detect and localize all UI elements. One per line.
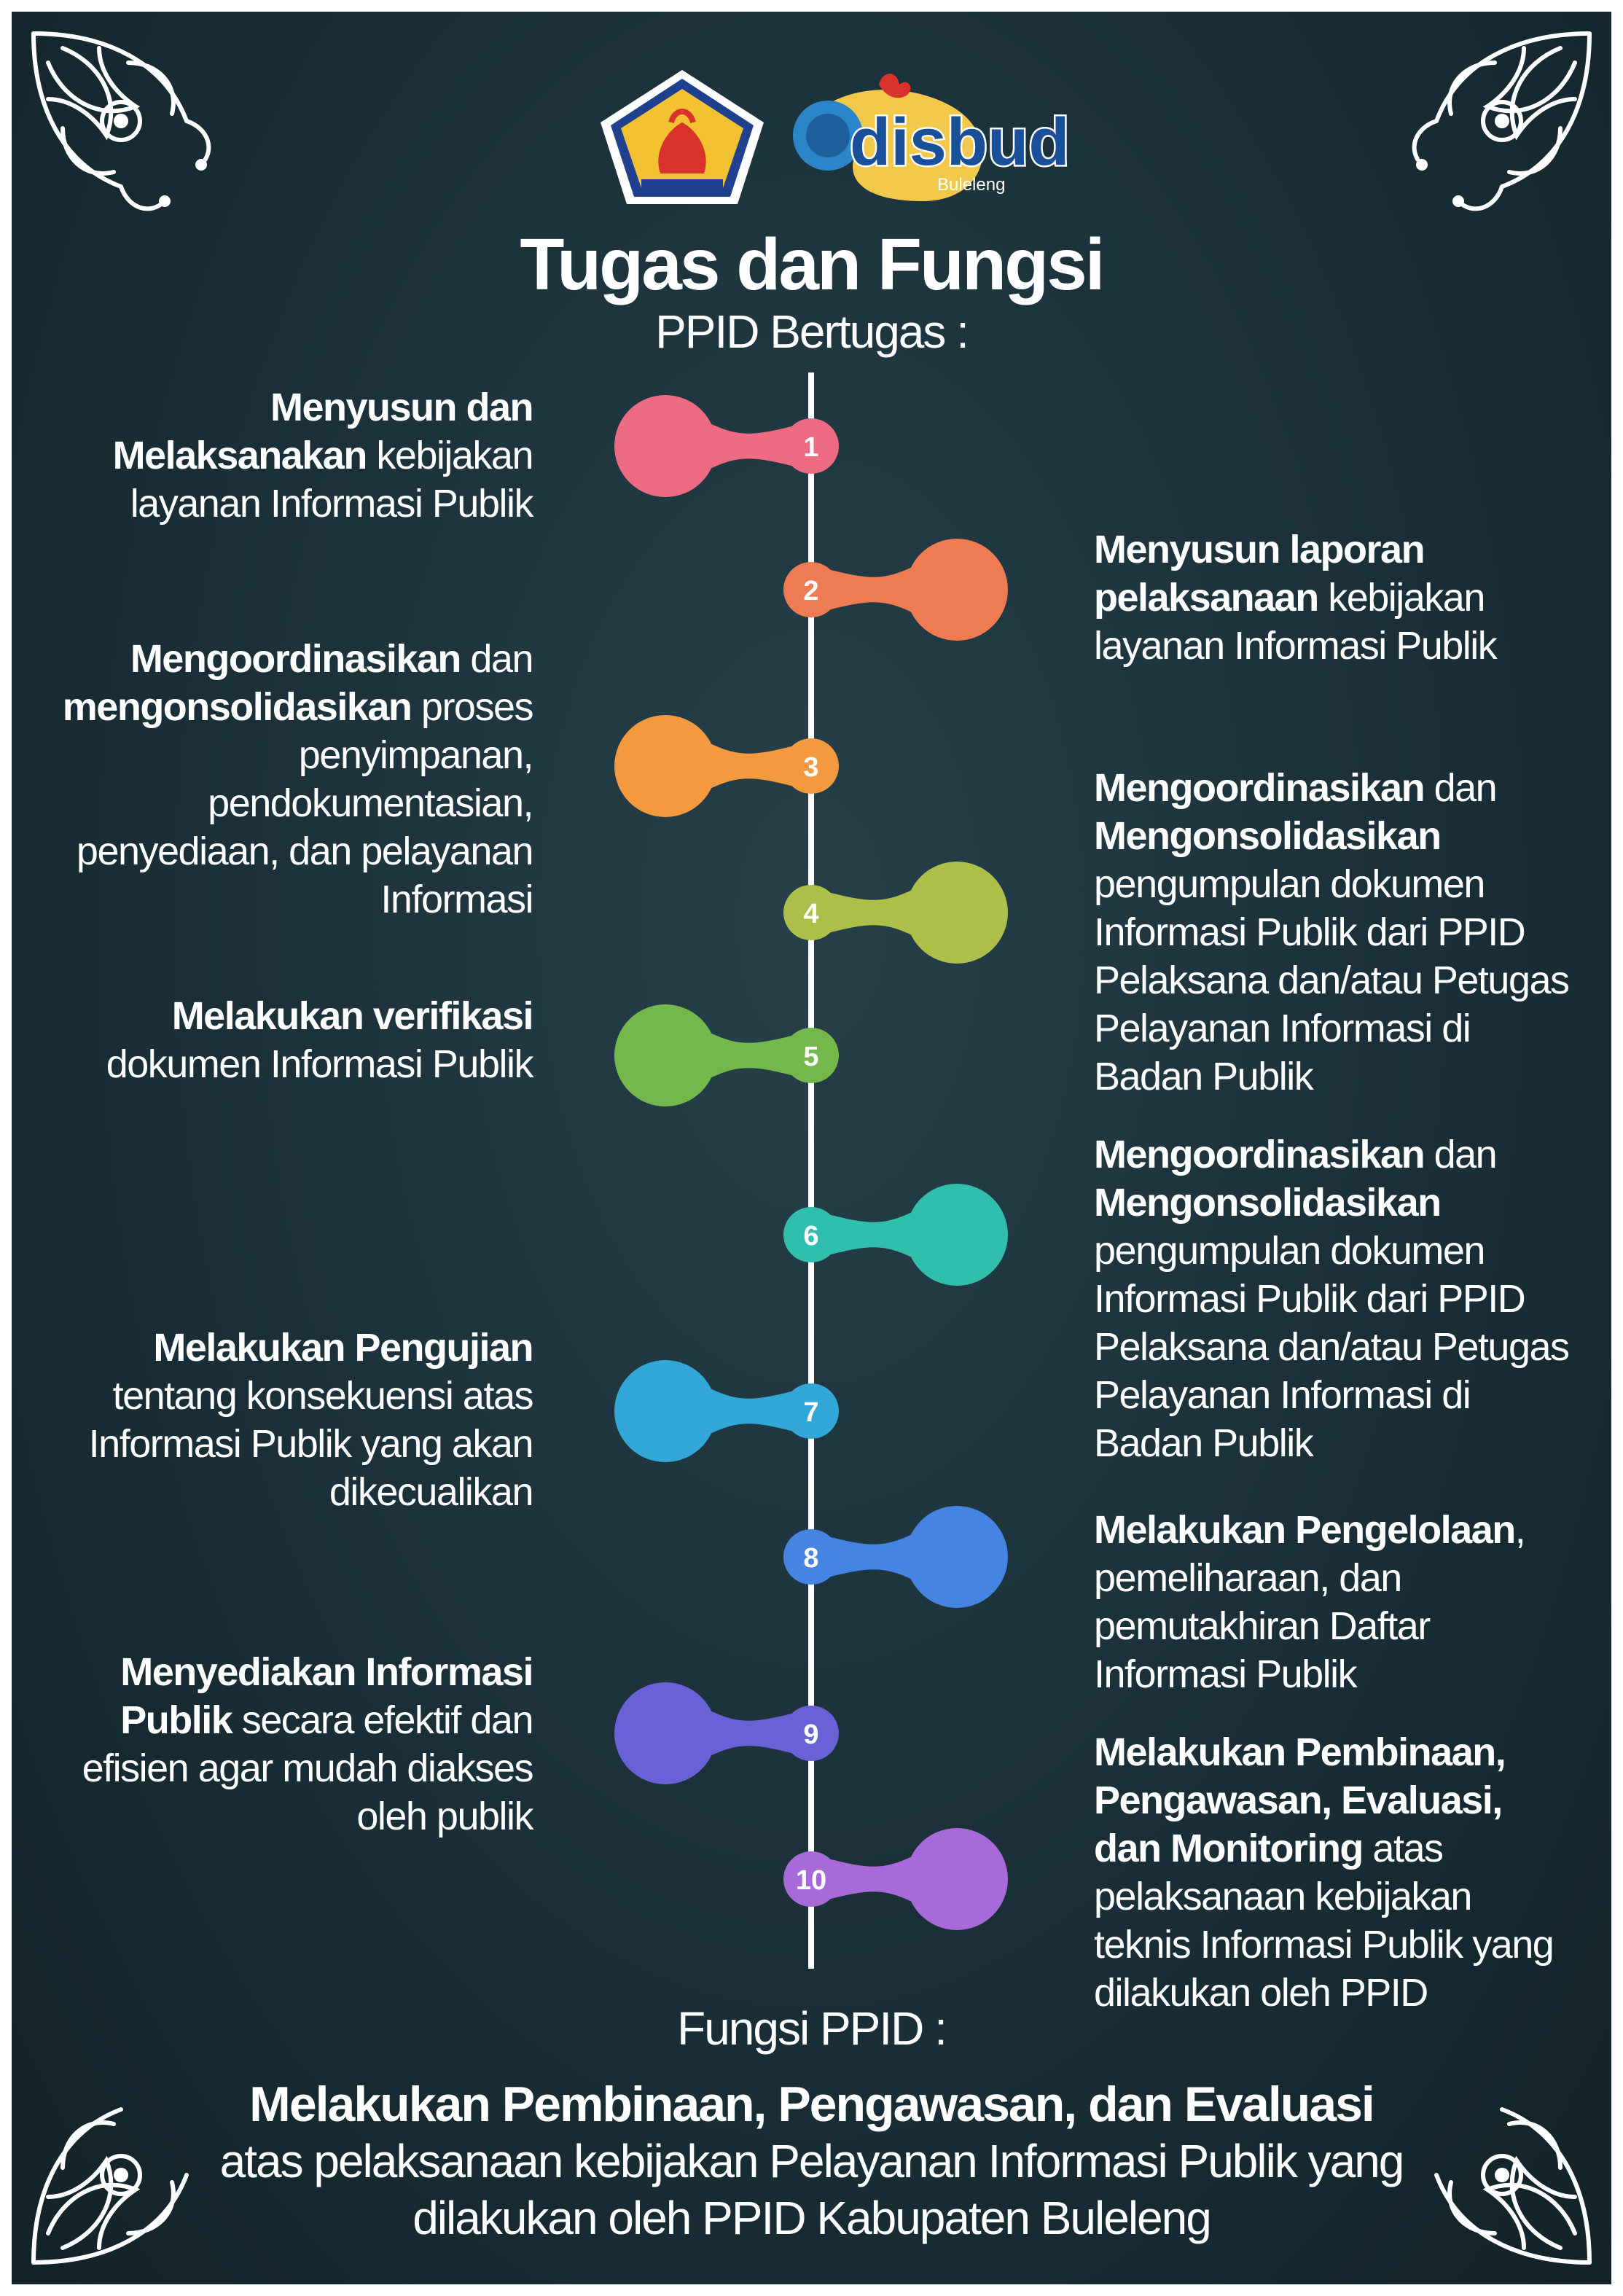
task-body: dan <box>460 637 533 681</box>
node-number: 2 <box>803 576 819 606</box>
task-body: dan <box>1424 1133 1497 1176</box>
node-number: 3 <box>803 752 819 783</box>
timeline-node-1 <box>614 395 839 497</box>
task-bold: Mengonsolidasikan <box>1094 814 1441 858</box>
fungsi-heading: Fungsi PPID : <box>677 2002 946 2055</box>
node-number: 1 <box>803 432 819 463</box>
fungsi-statement-body: atas pelaksanaan kebijakan Pelayanan Informasi Publik yang dilakukan oleh PPID Kabupaten Buleleng <box>219 2135 1404 2244</box>
node-bubble <box>614 1682 716 1784</box>
task-bold: Melakukan verifikasi <box>171 994 533 1038</box>
node-bubble <box>614 715 716 817</box>
task-bold: Mengoordinasikan <box>1094 766 1425 810</box>
task-body: pengumpulan dokumen Informasi Publik dari PPID Pelaksana dan/atau Petugas Pelayanan Informasi di Badan Publik <box>1094 1229 1569 1465</box>
node-number: 8 <box>803 1543 819 1574</box>
task-bold: mengonsolidasikan <box>62 685 412 729</box>
task-bold: Melakukan Pengelolaan <box>1094 1508 1515 1552</box>
task-bold: Menyediakan Informasi Publik <box>120 1650 533 1742</box>
svg-text:Buleleng: Buleleng <box>937 175 1006 195</box>
task-bold: Menyusun laporan pelaksanaan <box>1094 528 1425 620</box>
svg-text:disbud: disbud <box>850 105 1070 179</box>
task-text-3 <box>55 635 533 924</box>
task-text-1 <box>55 383 533 528</box>
task-bold: Mengoordinasikan <box>1094 1133 1425 1176</box>
page-title: Tugas dan Fungsi <box>520 224 1103 305</box>
node-bubble <box>614 1360 716 1462</box>
timeline-node-6 <box>783 1184 1008 1286</box>
task-text-10 <box>1094 1728 1575 2017</box>
timeline-node-9 <box>614 1682 839 1784</box>
node-number: 6 <box>803 1221 819 1252</box>
task-text-8 <box>1094 1506 1575 1698</box>
task-bold: Melakukan Pengujian <box>153 1326 533 1370</box>
task-bold: Mengoordinasikan <box>130 637 461 681</box>
task-text-4 <box>1094 764 1575 1101</box>
node-bubble <box>906 1184 1008 1286</box>
task-bold: Melakukan Pembinaan, Pengawasan, Evaluasi, dan Monitoring <box>1094 1730 1506 1870</box>
node-number: 7 <box>803 1397 819 1428</box>
node-bubble <box>614 395 716 497</box>
task-body: kebijakan layanan Informasi Publik <box>130 434 533 526</box>
node-bubble <box>614 1004 716 1106</box>
task-text-6 <box>1094 1131 1575 1467</box>
task-body: pengumpulan dokumen Informasi Publik dari PPID Pelaksana dan/atau Petugas Pelayanan Informasi di Badan Publik <box>1094 862 1569 1098</box>
node-bubble <box>906 1506 1008 1608</box>
timeline-node-3 <box>614 715 839 817</box>
timeline-node-10 <box>783 1828 1008 1930</box>
timeline-node-4 <box>783 862 1008 964</box>
node-bubble <box>906 539 1008 641</box>
timeline-node-5 <box>614 1004 839 1106</box>
node-number: 9 <box>803 1719 819 1750</box>
timeline-node-2 <box>783 539 1008 641</box>
task-text-5 <box>55 992 533 1088</box>
task-body: , pemeliharaan, dan pemutakhiran Daftar Informasi Publik <box>1094 1508 1525 1696</box>
node-number: 4 <box>803 899 819 929</box>
node-bubble <box>906 1828 1008 1930</box>
timeline-node-8 <box>783 1506 1008 1608</box>
task-body: proses penyimpanan, pendokumentasian, penyediaan, dan pelayanan Informasi <box>76 685 533 921</box>
node-bubble <box>906 862 1008 964</box>
task-body: dokumen Informasi Publik <box>106 1042 533 1086</box>
task-body: tentang konsekuensi atas Informasi Publik yang akan dikecualikan <box>88 1374 533 1514</box>
task-text-9 <box>55 1648 533 1840</box>
task-body: secara efektif dan efisien agar mudah diakses oleh publik <box>82 1698 533 1838</box>
task-bold: Mengonsolidasikan <box>1094 1181 1441 1225</box>
task-body: kebijakan layanan Informasi Publik <box>1094 576 1497 668</box>
task-text-7 <box>55 1324 533 1516</box>
task-body: dan <box>1424 766 1497 810</box>
poster-background <box>12 12 1611 2284</box>
task-text-2 <box>1094 526 1575 670</box>
task-body: atas pelaksanaan kebijakan teknis Informasi Publik yang dilakukan oleh PPID <box>1094 1827 1554 2015</box>
page-subtitle: PPID Bertugas : <box>655 305 968 358</box>
fungsi-statement-bold: Melakukan Pembinaan, Pengawasan, dan Evaluasi <box>249 2077 1374 2132</box>
timeline-node-7 <box>614 1360 839 1462</box>
task-bold: Menyusun dan Melaksanakan <box>112 386 533 477</box>
node-number: 10 <box>795 1865 827 1896</box>
node-number: 5 <box>803 1042 819 1072</box>
